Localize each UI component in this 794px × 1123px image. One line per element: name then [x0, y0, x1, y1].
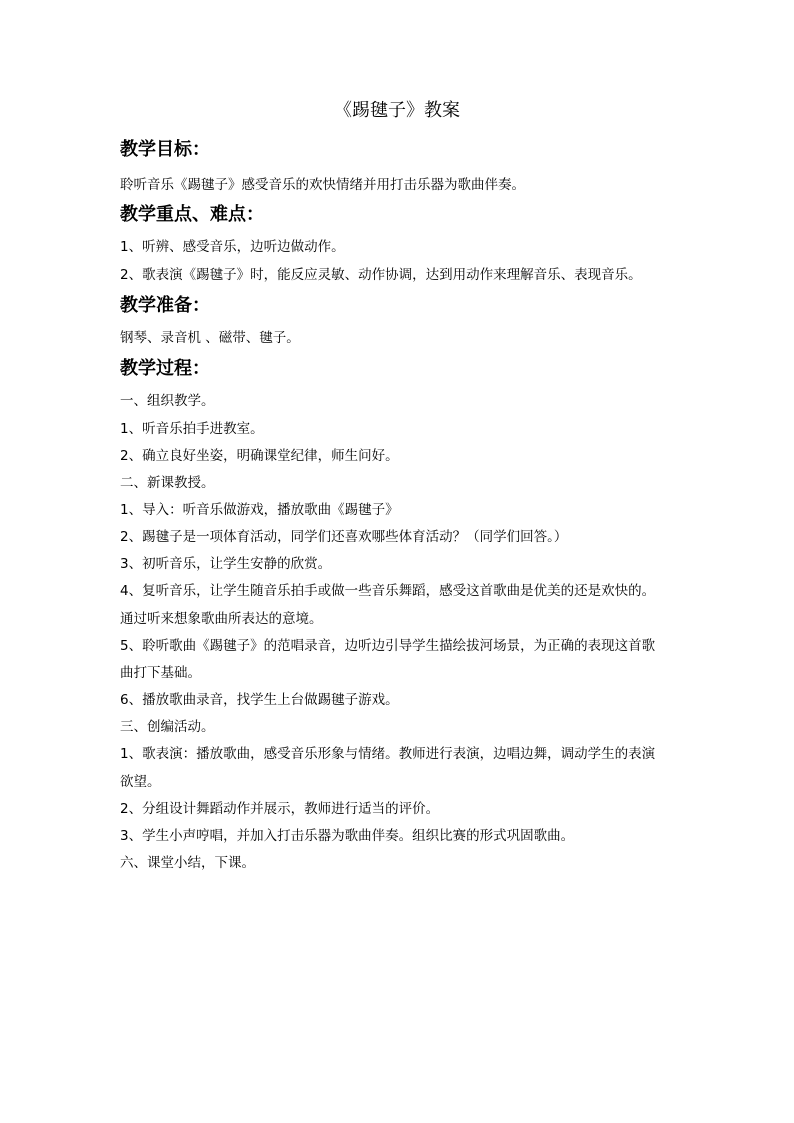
process-line-1: 一、组织教学。: [120, 393, 215, 409]
process-line-4: 二、新课教授。: [120, 475, 215, 491]
preparation-line-1: 钢琴、录音机 、磁带、毽子。: [120, 330, 300, 346]
process-line-12: 6、播放歌曲录音，找学生上台做踢毽子游戏。: [120, 692, 399, 708]
process-line-2: 1、听音乐拍手进教室。: [120, 421, 264, 437]
process-line-14: 1、歌表演：播放歌曲，感受音乐形象与情绪。教师进行表演，边唱边舞，调动学生的表演: [120, 746, 656, 762]
process-line-6: 2、踢毽子是一项体育活动，同学们还喜欢哪些体育活动？（同学们回答。）: [120, 529, 568, 545]
process-line-8: 4、复听音乐，让学生随音乐拍手或做一些音乐舞蹈，感受这首歌曲是优美的还是欢快的。: [120, 583, 656, 599]
section-heading-key-points: 教学重点、难点：: [120, 204, 264, 225]
process-line-15: 欲望。: [120, 774, 161, 790]
process-line-3: 2、确立良好坐姿，明确课堂纪律，师生问好。: [120, 448, 399, 464]
section-heading-preparation: 教学准备：: [120, 295, 210, 316]
process-line-16: 2、分组设计舞蹈动作并展示，教师进行适当的评价。: [120, 801, 440, 817]
process-line-7: 3、初听音乐，让学生安静的欣赏。: [120, 556, 332, 572]
objectives-line-1: 聆听音乐《踢毽子》感受音乐的欢快情绪并用打击乐器为歌曲伴奏。: [120, 177, 525, 193]
process-line-9: 通过听来想象歌曲所表达的意境。: [120, 611, 323, 627]
key-points-line-1: 1、听辨、感受音乐，边听边做动作。: [120, 239, 345, 255]
key-points-line-2: 2、歌表演《踢毽子》时，能反应灵敏、动作协调，达到用动作来理解音乐、表现音乐。: [120, 267, 642, 283]
section-heading-process: 教学过程：: [120, 358, 210, 379]
section-heading-objectives: 教学目标：: [120, 139, 210, 160]
document-title: 《踢毽子》教案: [334, 100, 460, 121]
process-line-18: 六、课堂小结，下课。: [120, 855, 255, 871]
process-line-13: 三、创编活动。: [120, 719, 215, 735]
process-line-17: 3、学生小声哼唱，并加入打击乐器为歌曲伴奏。组织比赛的形式巩固歌曲。: [120, 828, 575, 844]
process-line-5: 1、导入：听音乐做游戏，播放歌曲《踢毽子》: [120, 502, 399, 518]
process-line-10: 5、聆听歌曲《踢毽子》的范唱录音，边听边引导学生描绘拔河场景，为正确的表现这首歌: [120, 638, 656, 654]
process-line-11: 曲打下基础。: [120, 665, 201, 681]
